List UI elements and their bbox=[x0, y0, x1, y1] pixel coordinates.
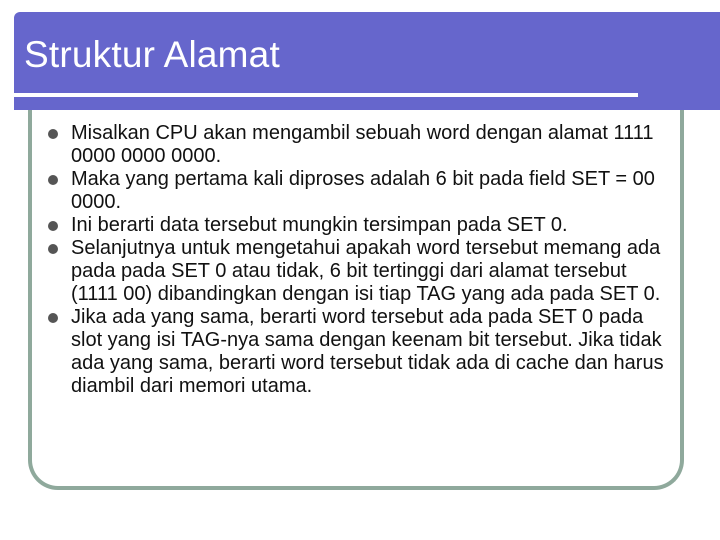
title-underline bbox=[14, 93, 638, 97]
bullet-dot-icon bbox=[48, 313, 58, 323]
slide-title: Struktur Alamat bbox=[24, 34, 280, 75]
bullet-dot-icon bbox=[48, 244, 58, 254]
bullet-item bbox=[48, 122, 678, 168]
bullet-text: Jika ada yang sama, berarti word tersebut ada pada SET 0 pada slot yang isi TAG-nya sama dengan keenam bit tersebut. Jika tidak ada yang sama, berarti word tersebut tidak ada di cache dan harus diambil dari memori utama. bbox=[71, 306, 664, 397]
bullet-text: Misalkan CPU akan mengambil sebuah word dengan alamat 1111 0000 0000 0000. bbox=[71, 122, 654, 167]
bullet-dot-icon bbox=[48, 129, 58, 139]
bullet-list bbox=[48, 122, 678, 398]
bullet-text: Selanjutnya untuk mengetahui apakah word tersebut memang ada pada pada SET 0 atau tidak, 6 bit tertinggi dari alamat tersebut (1111 00) dibandingkan dengan isi tiap TAG yang ada pada SET 0. bbox=[71, 237, 661, 305]
bullet-dot-icon bbox=[48, 221, 58, 231]
bullet-item bbox=[48, 237, 678, 306]
bullet-item bbox=[48, 214, 678, 237]
bullet-item bbox=[48, 168, 678, 214]
header-tick bbox=[688, 10, 692, 12]
bullet-item bbox=[48, 306, 678, 398]
bullet-text: Ini berarti data tersebut mungkin tersimpan pada SET 0. bbox=[71, 214, 568, 236]
bullet-dot-icon bbox=[48, 175, 58, 185]
bullet-text: Maka yang pertama kali diproses adalah 6 bit pada field SET = 00 0000. bbox=[71, 168, 655, 213]
